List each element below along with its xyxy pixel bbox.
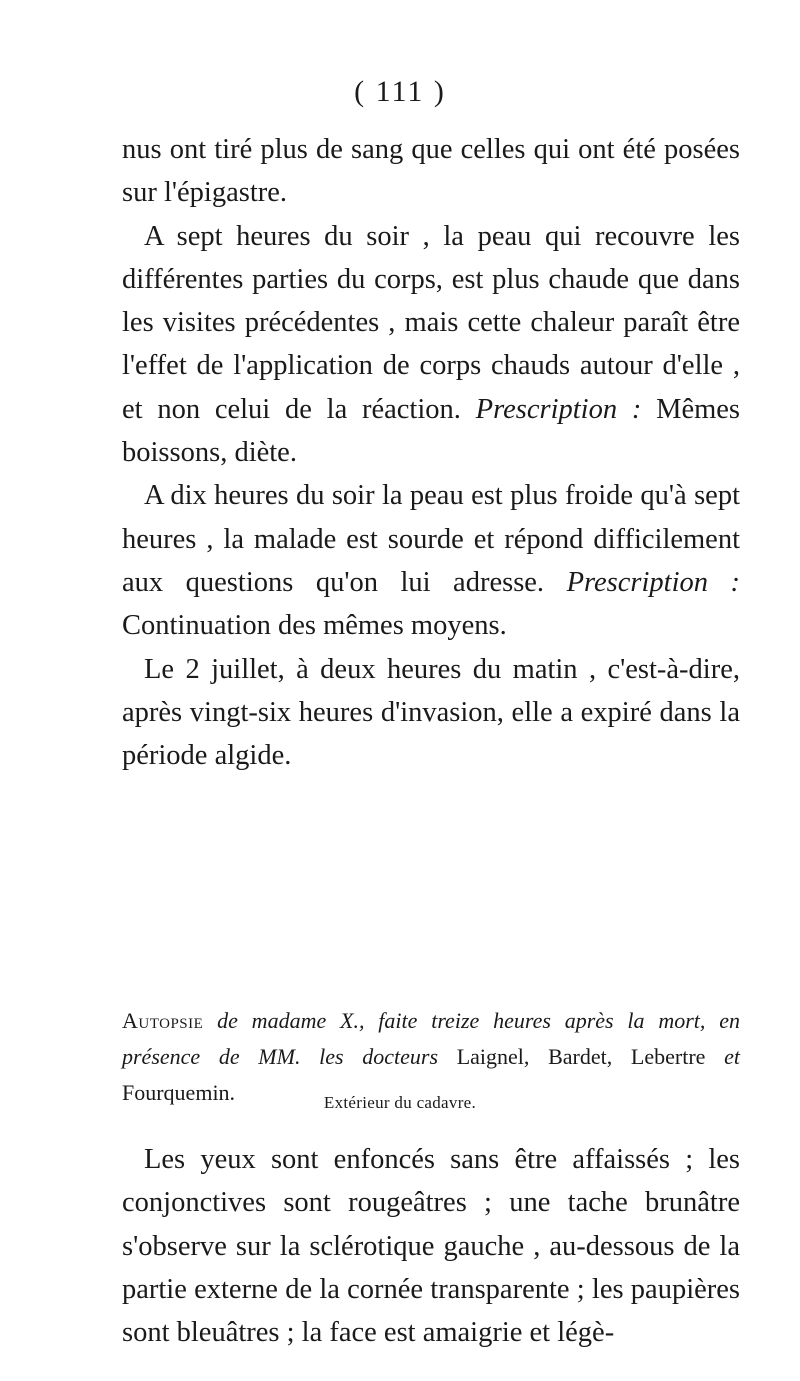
autopsy-title: Autopsie (122, 1008, 204, 1033)
paragraph-1 (122, 128, 740, 215)
prescription-label-1: Prescription : (475, 393, 642, 425)
prescription-text-2: Continuation des mêmes moyens. (122, 610, 507, 642)
paragraph-4 (122, 648, 740, 778)
paragraph-4-text: Le 2 juillet, à deux heures du matin , c'est-à-dire, après vingt-six heures d'invasion, elle a expiré dans la période algide. (122, 653, 740, 772)
prescription-label-2: Prescription : (566, 566, 741, 598)
paragraph-5-text: Les yeux sont enfoncés sans être affaissés ; les conjonctives sont rougeâtres ; une tache brunâtre s'observe sur la sclérotique gauche , au-dessous de la partie externe de la cornée transparente ; les paupières sont bleuâtres ; la face est amaigrie et légè- (122, 1144, 740, 1349)
autopsy-conjunction: et (724, 1044, 740, 1069)
paragraph-3-text: A dix heures du soir la peau est plus froide qu'à sept heures , la malade est sourde et répond difficilement aux questions qu'on lui adresse. (122, 480, 740, 598)
autopsy-description: de madame X., faite treize heures après la mort, en présence de MM. les docteurs (122, 1008, 740, 1069)
page-number: ( 111 ) (354, 75, 446, 108)
paragraph-2 (122, 215, 740, 475)
paragraph-2-text: A sept heures du soir , la peau qui recouvre les différentes parties du corps, est plus chaude que dans les visites précédentes , mais cette chaleur paraît être l'effet de l'application de corps chauds autour d'elle , et non celui de la réaction. (122, 220, 740, 425)
prescription-text-1: Mêmes boissons, diète. (122, 393, 741, 469)
paragraph-3 (122, 474, 740, 647)
paragraph-1-text: nus ont tiré plus de sang que celles qui ont été posées sur l'épigastre. (122, 134, 740, 209)
autopsy-doctor-names: Laignel, Bardet, Lebertre (456, 1044, 706, 1069)
section-subheading: Extérieur du cadavre. (323, 1093, 477, 1112)
section-text (122, 1138, 740, 1354)
main-text (122, 128, 740, 777)
paragraph-5 (122, 1138, 740, 1354)
autopsy-last-name: Fourquemin. (122, 1080, 236, 1105)
